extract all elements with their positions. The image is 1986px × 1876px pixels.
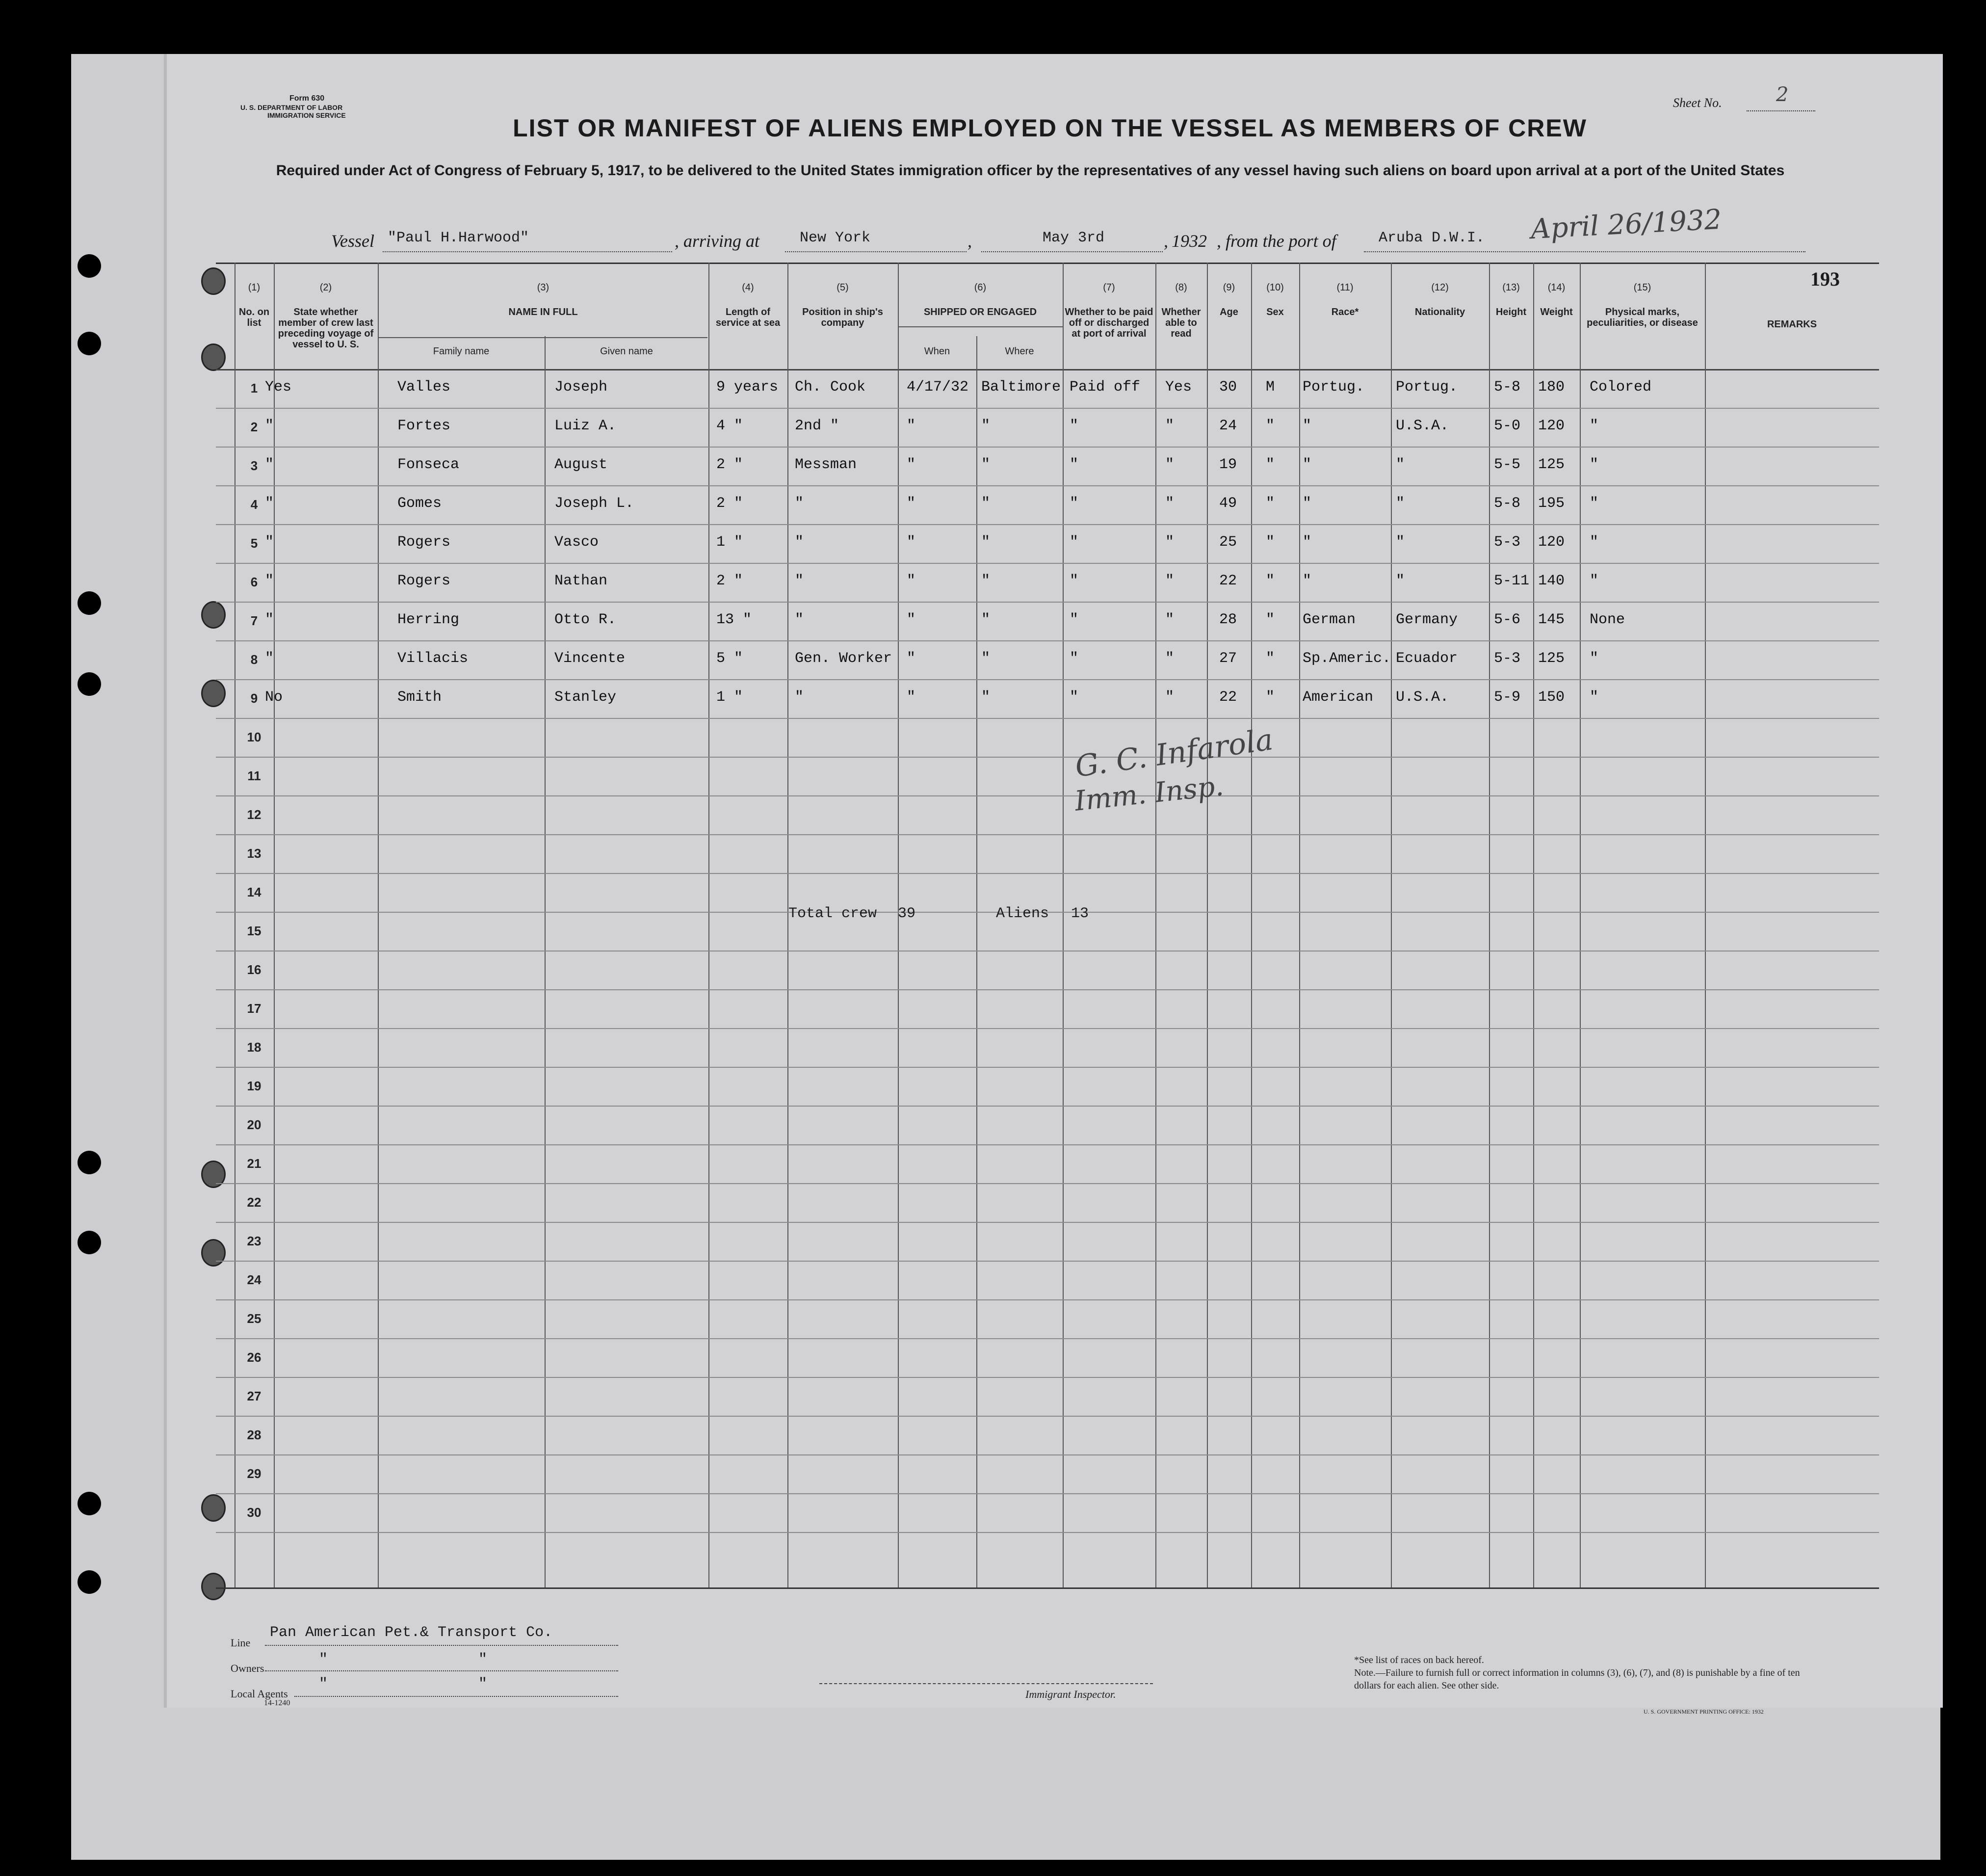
punch-hole bbox=[78, 1492, 101, 1515]
cell-race: " bbox=[1303, 495, 1312, 512]
cell-position: " bbox=[795, 611, 804, 628]
column-header-age: Age bbox=[1220, 307, 1238, 317]
cell-marks: " bbox=[1590, 689, 1599, 706]
penalty-note: Note.—Failure to furnish full or correct information in columns (3), (6), (7), and (8) is punishable by a fine of ten dollars for each alien. See other side. bbox=[1354, 1667, 1800, 1691]
row-number: 5 bbox=[250, 536, 258, 551]
cell-nationality: Germany bbox=[1396, 611, 1458, 628]
punch-hole bbox=[78, 1151, 101, 1174]
column-header-no-on-list: No. on list bbox=[238, 307, 270, 328]
row-number: 9 bbox=[250, 691, 258, 706]
agents-label: Local Agents bbox=[231, 1688, 288, 1700]
cell-when: " bbox=[907, 573, 916, 589]
column-header-height: Height bbox=[1495, 307, 1527, 317]
row-number: 23 bbox=[247, 1234, 261, 1248]
table-row bbox=[216, 485, 1879, 524]
table-row bbox=[216, 369, 1879, 408]
column-number: (11) bbox=[1336, 282, 1354, 293]
cell-position: 2nd " bbox=[795, 418, 839, 434]
cell-weight: 125 bbox=[1538, 456, 1565, 473]
cell-paid: " bbox=[1070, 456, 1079, 473]
table-row bbox=[216, 602, 1879, 640]
row-number: 8 bbox=[250, 652, 258, 667]
aliens-label: Aliens bbox=[996, 905, 1049, 922]
cell-race: " bbox=[1303, 456, 1312, 473]
row-number: 4 bbox=[250, 497, 258, 512]
cell-prev: Yes bbox=[265, 379, 292, 396]
row-number: 13 bbox=[247, 846, 261, 861]
cell-sex: " bbox=[1266, 495, 1275, 512]
inspector-label: Immigrant Inspector. bbox=[1025, 1688, 1116, 1700]
table-row bbox=[216, 563, 1879, 602]
page-title: LIST OR MANIFEST OF ALIENS EMPLOYED ON THE VESSEL AS MEMBERS OF CREW bbox=[513, 114, 1587, 142]
cell-nationality: " bbox=[1396, 456, 1405, 473]
agents-value: " bbox=[319, 1676, 328, 1692]
column-header-physical-marks-peculiari: Physical marks, peculiarities, or disease bbox=[1587, 307, 1698, 328]
line-value: Pan American Pet.& Transport Co. bbox=[270, 1624, 553, 1641]
printer-line: U. S. GOVERNMENT PRINTING OFFICE: 1932 bbox=[1644, 1708, 1764, 1715]
cell-marks: " bbox=[1590, 418, 1599, 434]
cell-service: 13 " bbox=[716, 611, 752, 628]
cell-family: Fonseca bbox=[397, 456, 460, 473]
cell-sex: " bbox=[1266, 573, 1275, 589]
table-row bbox=[216, 447, 1879, 485]
page-subtitle: Required under Act of Congress of February 5, 1917, to be delivered to the United States immigration officer by the representatives of any vessel having such aliens on board upon arrival at a port of the United States bbox=[276, 162, 1785, 179]
punch-hole bbox=[78, 591, 101, 615]
cell-family: Fortes bbox=[397, 418, 451, 434]
row-number: 24 bbox=[247, 1272, 261, 1287]
column-number: (15) bbox=[1633, 282, 1651, 293]
total-crew-label: Total crew bbox=[788, 905, 877, 922]
cell-prev: " bbox=[265, 418, 274, 434]
agents-value: " bbox=[478, 1676, 488, 1692]
cell-sex: " bbox=[1266, 456, 1275, 473]
cell-service: 1 " bbox=[716, 689, 743, 706]
cell-service: 4 " bbox=[716, 418, 743, 434]
cell-where: " bbox=[981, 456, 991, 473]
punch-hole bbox=[78, 1570, 101, 1594]
cell-read: " bbox=[1165, 418, 1175, 434]
cell-height: 5-6 bbox=[1494, 611, 1521, 628]
cell-sex: " bbox=[1266, 611, 1275, 628]
table-row bbox=[216, 524, 1879, 563]
cell-race: American bbox=[1303, 689, 1374, 706]
departure-port: Aruba D.W.I. bbox=[1379, 230, 1485, 246]
cell-paid: Paid off bbox=[1070, 379, 1141, 396]
table-row bbox=[216, 408, 1879, 447]
cell-family: Rogers bbox=[397, 573, 451, 589]
column-header-shipped-or-engaged: SHIPPED OR ENGAGED bbox=[923, 307, 1037, 317]
punch-hole bbox=[78, 1231, 101, 1254]
cell-height: 5-3 bbox=[1494, 534, 1521, 551]
cell-family: Villacis bbox=[397, 650, 469, 667]
cell-nationality: U.S.A. bbox=[1396, 689, 1449, 706]
column-number: (13) bbox=[1502, 282, 1520, 293]
cell-service: 2 " bbox=[716, 495, 743, 512]
cell-age: 49 bbox=[1219, 495, 1237, 512]
cell-when: " bbox=[907, 534, 916, 551]
column-number: (10) bbox=[1266, 282, 1284, 293]
cell-family: Valles bbox=[397, 379, 451, 396]
row-number: 11 bbox=[247, 768, 261, 783]
punch-hole bbox=[78, 332, 101, 355]
total-crew-value: 39 bbox=[898, 905, 916, 922]
row-number: 10 bbox=[247, 730, 261, 744]
cell-position: Ch. Cook bbox=[795, 379, 866, 396]
cell-when: " bbox=[907, 418, 916, 434]
cell-given: Joseph L. bbox=[554, 495, 634, 512]
cell-marks: " bbox=[1590, 534, 1599, 551]
inspector-title: Imm. Insp. bbox=[1073, 770, 1226, 818]
cell-paid: " bbox=[1070, 689, 1079, 706]
cell-marks: None bbox=[1590, 611, 1625, 628]
owners-value: " bbox=[478, 1651, 488, 1668]
row-number: 16 bbox=[247, 962, 261, 977]
cell-service: 2 " bbox=[716, 456, 743, 473]
cell-height: 5-3 bbox=[1494, 650, 1521, 667]
cell-weight: 180 bbox=[1538, 379, 1565, 396]
cell-when: " bbox=[907, 495, 916, 512]
column-header-weight: Weight bbox=[1540, 307, 1573, 317]
cell-read: " bbox=[1165, 611, 1175, 628]
cell-weight: 140 bbox=[1538, 573, 1565, 589]
cell-prev: " bbox=[265, 456, 274, 473]
cell-position: " bbox=[795, 573, 804, 589]
cell-given: Joseph bbox=[554, 379, 608, 396]
cell-where: " bbox=[981, 689, 991, 706]
aliens-value: 13 bbox=[1071, 905, 1089, 922]
cell-height: 5-5 bbox=[1494, 456, 1521, 473]
cell-prev: " bbox=[265, 534, 274, 551]
cell-prev: " bbox=[265, 611, 274, 628]
cell-nationality: " bbox=[1396, 495, 1405, 512]
row-number: 19 bbox=[247, 1079, 261, 1093]
row-number: 2 bbox=[250, 420, 258, 434]
cell-read: " bbox=[1165, 650, 1175, 667]
vessel-label: Vessel bbox=[331, 231, 374, 251]
column-number: (7) bbox=[1103, 282, 1115, 293]
form-number: Form 630 bbox=[289, 94, 325, 103]
cell-family: Herring bbox=[397, 611, 460, 628]
cell-height: 5-8 bbox=[1494, 495, 1521, 512]
cell-service: 2 " bbox=[716, 573, 743, 589]
row-number: 22 bbox=[247, 1195, 261, 1210]
cell-when: 4/17/32 bbox=[907, 379, 969, 396]
cell-sex: M bbox=[1266, 379, 1275, 396]
row-number: 30 bbox=[247, 1505, 261, 1520]
cell-weight: 150 bbox=[1538, 689, 1565, 706]
cell-read: " bbox=[1165, 689, 1175, 706]
row-number: 29 bbox=[247, 1466, 261, 1481]
arrival-port: New York bbox=[800, 230, 871, 246]
row-number: 21 bbox=[247, 1156, 261, 1171]
cell-prev: No bbox=[265, 689, 283, 706]
cell-sex: " bbox=[1266, 534, 1275, 551]
cell-marks: Colored bbox=[1590, 379, 1652, 396]
column-header-race: Race* bbox=[1331, 307, 1359, 317]
cell-read: Yes bbox=[1165, 379, 1192, 396]
column-number: (8) bbox=[1175, 282, 1187, 293]
cell-when: " bbox=[907, 689, 916, 706]
cell-weight: 120 bbox=[1538, 418, 1565, 434]
cell-height: 5-11 bbox=[1494, 573, 1530, 589]
cell-age: 28 bbox=[1219, 611, 1237, 628]
cell-weight: 195 bbox=[1538, 495, 1565, 512]
cell-where: " bbox=[981, 534, 991, 551]
row-number: 15 bbox=[247, 924, 261, 938]
cell-nationality: " bbox=[1396, 573, 1405, 589]
cell-age: 24 bbox=[1219, 418, 1237, 434]
cell-given: August bbox=[554, 456, 608, 473]
cell-height: 5-0 bbox=[1494, 418, 1521, 434]
handwritten-date: April 26/1932 bbox=[1530, 203, 1723, 246]
column-subheader: Family name bbox=[433, 346, 490, 357]
sheet-number: 2 bbox=[1776, 83, 1789, 106]
cell-family: Smith bbox=[397, 689, 442, 706]
cell-weight: 125 bbox=[1538, 650, 1565, 667]
cell-sex: " bbox=[1266, 418, 1275, 434]
punch-hole bbox=[78, 254, 101, 278]
form-code: 14-1240 bbox=[264, 1699, 290, 1707]
cell-given: Stanley bbox=[554, 689, 617, 706]
cell-given: Vincente bbox=[554, 650, 626, 667]
cell-given: Luiz A. bbox=[554, 418, 617, 434]
row-number: 26 bbox=[247, 1350, 261, 1365]
from-port-label: , from the port of bbox=[1217, 231, 1336, 251]
cell-race: " bbox=[1303, 418, 1312, 434]
cell-race: Portug. bbox=[1303, 379, 1365, 396]
cell-position: Gen. Worker bbox=[795, 650, 892, 667]
cell-marks: " bbox=[1590, 495, 1599, 512]
cell-age: 27 bbox=[1219, 650, 1237, 667]
cell-where: " bbox=[981, 573, 991, 589]
cell-nationality: " bbox=[1396, 534, 1405, 551]
cell-age: 30 bbox=[1219, 379, 1237, 396]
column-header-remarks: REMARKS bbox=[1767, 319, 1817, 330]
cell-age: 25 bbox=[1219, 534, 1237, 551]
cell-sex: " bbox=[1266, 650, 1275, 667]
cell-given: Nathan bbox=[554, 573, 608, 589]
column-number: (1) bbox=[248, 282, 261, 293]
cell-age: 22 bbox=[1219, 689, 1237, 706]
cell-paid: " bbox=[1070, 650, 1079, 667]
column-number: (4) bbox=[742, 282, 754, 293]
row-number: 6 bbox=[250, 575, 258, 589]
cell-position: Messman bbox=[795, 456, 857, 473]
cell-weight: 145 bbox=[1538, 611, 1565, 628]
cell-prev: " bbox=[265, 495, 274, 512]
row-number: 18 bbox=[247, 1040, 261, 1055]
row-number: 7 bbox=[250, 613, 258, 628]
cell-nationality: Ecuador bbox=[1396, 650, 1458, 667]
cell-paid: " bbox=[1070, 418, 1079, 434]
row-number: 28 bbox=[247, 1427, 261, 1442]
cell-position: " bbox=[795, 534, 804, 551]
cell-read: " bbox=[1165, 456, 1175, 473]
column-subheader: When bbox=[924, 346, 950, 357]
column-number: (12) bbox=[1431, 282, 1449, 293]
cell-where: " bbox=[981, 650, 991, 667]
inspector-signature: G. C. Infarola bbox=[1073, 722, 1275, 784]
page-stamp: 193 bbox=[1810, 268, 1840, 290]
column-header-length-of-service-at-sea: Length of service at sea bbox=[715, 307, 781, 328]
column-header-sex: Sex bbox=[1266, 307, 1284, 317]
column-number: (14) bbox=[1547, 282, 1566, 293]
cell-marks: " bbox=[1590, 456, 1599, 473]
cell-race: Sp.Americ. bbox=[1303, 650, 1391, 667]
cell-where: " bbox=[981, 418, 991, 434]
department-line: U. S. DEPARTMENT OF LABOR bbox=[240, 104, 343, 111]
cell-service: 5 " bbox=[716, 650, 743, 667]
table-row bbox=[216, 679, 1879, 718]
column-subheader: Given name bbox=[600, 346, 653, 357]
row-number: 12 bbox=[247, 807, 261, 822]
arrival-date: May 3rd bbox=[1043, 230, 1105, 246]
owners-label: Owners bbox=[231, 1662, 264, 1674]
cell-position: " bbox=[795, 495, 804, 512]
cell-where: " bbox=[981, 495, 991, 512]
cell-read: " bbox=[1165, 573, 1175, 589]
cell-height: 5-9 bbox=[1494, 689, 1521, 706]
cell-prev: " bbox=[265, 573, 274, 589]
column-number: (9) bbox=[1223, 282, 1235, 293]
cell-when: " bbox=[907, 456, 916, 473]
column-header-nationality: Nationality bbox=[1414, 307, 1465, 317]
cell-where: Baltimore bbox=[981, 379, 1061, 396]
vessel-name: "Paul H.Harwood" bbox=[388, 230, 529, 246]
row-number: 1 bbox=[250, 381, 258, 396]
owners-value: " bbox=[319, 1651, 328, 1668]
cell-weight: 120 bbox=[1538, 534, 1565, 551]
cell-age: 19 bbox=[1219, 456, 1237, 473]
cell-service: 9 years bbox=[716, 379, 779, 396]
cell-nationality: U.S.A. bbox=[1396, 418, 1449, 434]
cell-age: 22 bbox=[1219, 573, 1237, 589]
row-number: 27 bbox=[247, 1389, 261, 1403]
line-label: Line bbox=[231, 1637, 251, 1649]
column-number: (3) bbox=[537, 282, 549, 293]
row-number: 17 bbox=[247, 1001, 261, 1016]
cell-read: " bbox=[1165, 534, 1175, 551]
cell-paid: " bbox=[1070, 534, 1079, 551]
column-number: (6) bbox=[974, 282, 987, 293]
cell-marks: " bbox=[1590, 573, 1599, 589]
cell-paid: " bbox=[1070, 611, 1079, 628]
cell-read: " bbox=[1165, 495, 1175, 512]
cell-family: Rogers bbox=[397, 534, 451, 551]
sheet-label: Sheet No. bbox=[1673, 96, 1722, 110]
cell-paid: " bbox=[1070, 495, 1079, 512]
cell-race: " bbox=[1303, 534, 1312, 551]
column-header-position-in-ship-s-compa: Position in ship's company bbox=[802, 307, 883, 328]
column-subheader: Where bbox=[1005, 346, 1034, 357]
cell-race: German bbox=[1303, 611, 1356, 628]
cell-where: " bbox=[981, 611, 991, 628]
cell-prev: " bbox=[265, 650, 274, 667]
table-row bbox=[216, 640, 1879, 679]
crew-manifest-table bbox=[216, 263, 1879, 1587]
column-number: (5) bbox=[836, 282, 849, 293]
cell-family: Gomes bbox=[397, 495, 442, 512]
cell-service: 1 " bbox=[716, 534, 743, 551]
cell-race: " bbox=[1303, 573, 1312, 589]
cell-marks: " bbox=[1590, 650, 1599, 667]
service-line: IMMIGRATION SERVICE bbox=[267, 111, 346, 119]
row-number: 25 bbox=[247, 1311, 261, 1326]
arriving-label: , arriving at bbox=[675, 231, 760, 251]
column-number: (2) bbox=[319, 282, 332, 293]
cell-when: " bbox=[907, 650, 916, 667]
row-number: 3 bbox=[250, 458, 258, 473]
cell-given: Vasco bbox=[554, 534, 599, 551]
races-note: *See list of races on back hereof. bbox=[1354, 1655, 1484, 1665]
cell-nationality: Portug. bbox=[1396, 379, 1458, 396]
cell-when: " bbox=[907, 611, 916, 628]
cell-paid: " bbox=[1070, 573, 1079, 589]
column-header-whether-able-to-read: Whether able to read bbox=[1161, 307, 1201, 339]
row-number: 20 bbox=[247, 1117, 261, 1132]
column-header-state-whether-member-of-: State whether member of crew last preceding voyage of vessel to U. S. bbox=[278, 307, 374, 350]
cell-sex: " bbox=[1266, 689, 1275, 706]
cell-position: " bbox=[795, 689, 804, 706]
cell-given: Otto R. bbox=[554, 611, 617, 628]
column-header-whether-to-be-paid-off-o: Whether to be paid off or discharged at port of arrival bbox=[1065, 307, 1153, 339]
column-header-name-in-full: NAME IN FULL bbox=[508, 307, 578, 317]
year: 1932 bbox=[1172, 231, 1207, 251]
cell-height: 5-8 bbox=[1494, 379, 1521, 396]
row-number: 14 bbox=[247, 885, 261, 899]
punch-hole bbox=[78, 672, 101, 696]
